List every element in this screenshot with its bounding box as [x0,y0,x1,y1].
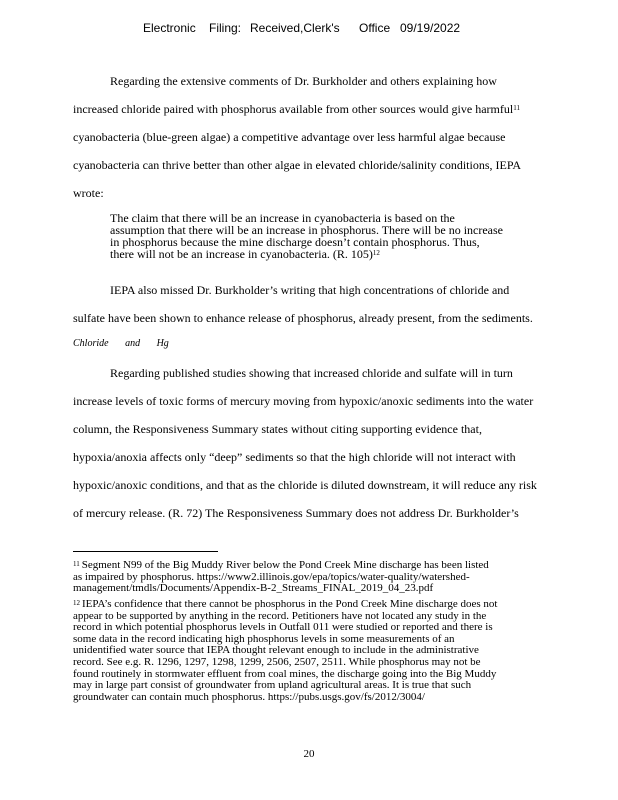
heading-and: and [125,338,141,349]
footnote-line[interactable]: management/tmdls/Documents/Appendix-B-2_Streams_FINAL_2019_04_23.pdf [73,582,434,595]
heading-hg: Hg [156,338,169,349]
header-received: Received,Clerk's [250,21,340,35]
footnote-line: unidentified water source that IEPA thought relevant enough to include in the administrative [73,644,479,657]
footnote-line: appear to be supported by anything in the record. Petitioners have not located any study in the [73,609,487,622]
filing-header [0,21,618,37]
text-line: cyanobacteria can thrive better than other algae in elevated chloride/salinity conditions, IEPA [73,158,522,172]
text-line: of mercury release. (R. 72) The Responsiveness Summary does not address Dr. Burkholder’s [73,506,519,520]
footnote-line[interactable]: as impaired by phosphorus. https://www2.illinois.gov/epa/topics/water-quality/watershed- [73,570,470,583]
footnote-line: $^{12}$ IEPA’s confidence that there cannot be phosphorus in the Pond Creek Mine discharge does not [73,598,498,610]
text-line: IEPA also missed Dr. Burkholder’s writing that high concentrations of chloride and [110,283,510,297]
text-line: Regarding published studies showing that increased chloride and sulfate will in turn [110,366,513,380]
quote-line: there will not be an increase in cyanobacteria. (R. 105)$^{12}$ [110,247,380,261]
header-office: Office [359,21,391,35]
footnote-line: found routinely in stormwater effluent from coal mines, the discharge going into the Big Muddy [73,667,497,680]
footnote-line: record. See e.g. R. 1296, 1297, 1298, 1299, 2506, 2507, 2511. While phosphorus may not be [73,655,481,668]
footnote-line: some data in the record indicating high phosphorus levels in some measurements of an [73,632,455,645]
quote-line: in phosphorus because the mine discharge doesn’t contain phosphorus. Thus, [110,235,480,249]
footnote-ref-11[interactable]: 11 [513,104,520,112]
text-line: sulfate have been shown to enhance release of phosphorus, already present, from the sediments. [73,311,533,325]
heading-chloride: Chloride [73,338,109,349]
text-line: increased chloride paired with phosphorus available from other sources would give harmful$^{11}$ [73,102,520,116]
text-line: increase levels of toxic forms of mercury moving from hypoxic/anoxic sediments into the water [73,394,534,408]
footnote-ref-12[interactable]: 12 [372,249,380,257]
text-line: Regarding the extensive comments of Dr. Burkholder and others explaining how [110,74,497,88]
footnote-number: 11 [73,560,80,568]
text-line: column, the Responsiveness Summary states without citing supporting evidence that, [73,422,482,436]
footnote-number: 12 [73,599,80,607]
footnote-12 [73,599,603,703]
page-number: 20 [303,748,315,760]
footnote-line[interactable]: groundwater can contain much phosphorus. https://pubs.usgs.gov/fs/2012/3004/ [73,690,425,703]
section-heading [73,338,183,349]
block-quote [110,212,540,260]
footnote-line: $^{11}$ Segment N99 of the Big Muddy River below the Pond Creek Mine discharge has been listed [73,559,489,571]
header-electronic: Electronic [143,21,196,35]
text-line: cyanobacteria (blue-green algae) a competitive advantage over less harmful algae because [73,130,506,144]
text-line: wrote: [73,186,104,200]
text-line: hypoxia/anoxia affects only “deep” sediments so that the high chloride will not interact with [73,450,516,464]
quote-line: The claim that there will be an increase in cyanobacteria is based on the [110,211,455,225]
footnote-11 [73,560,603,595]
header-filing: Filing: [209,21,242,35]
text-line: hypoxic/anoxic conditions, and that as the chloride is diluted downstream, it will reduce any risk [73,478,537,492]
footnote-line: record in which potential phosphorus levels in Outfall 011 were studied or reported and there is [73,621,493,634]
header-date: 09/19/2022 [400,21,461,35]
quote-line: assumption that there will be an increase in phosphorus. There will be no increase [110,223,503,237]
footnote-line: may in large part consist of groundwater from upland agricultural areas. It is true that such [73,679,472,692]
footnote-separator [73,551,218,552]
